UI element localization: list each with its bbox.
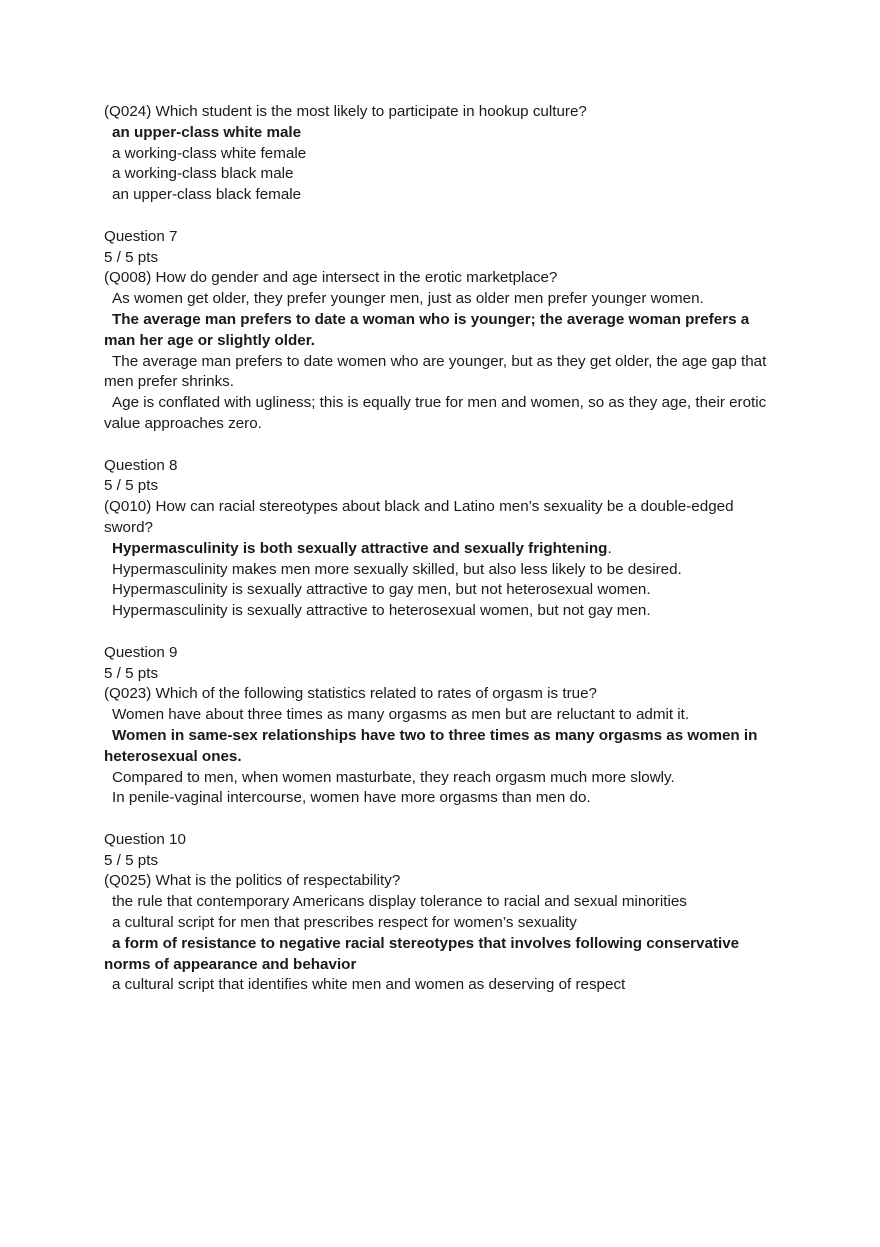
answer-option-correct: The average man prefers to date a woman who is younger; the average woman prefers a man her age or slightly older.: [104, 310, 750, 349]
answer-option-correct: Hypermasculinity is both sexually attractive and sexually frightening: [112, 539, 608, 557]
document-page: [104, 102, 784, 996]
answer-option: a working-class white female: [112, 144, 307, 162]
spacer: [104, 809, 784, 830]
question-text: (Q008) How do gender and age intersect in the erotic marketplace?: [104, 269, 558, 287]
answer-option: a cultural script for men that prescribes respect for women’s sexuality: [112, 914, 577, 932]
question-block: [104, 227, 784, 435]
answer-option-correct: an upper-class white male: [112, 123, 302, 141]
spacer: [104, 622, 784, 643]
answer-option: The average man prefers to date women who are younger, but as they get older, the age gap that men prefer shrinks.: [104, 352, 767, 391]
answer-option: the rule that contemporary Americans display tolerance to racial and sexual minorities: [112, 893, 687, 911]
question-text: (Q023) Which of the following statistics related to rates of orgasm is true?: [104, 685, 597, 703]
answer-option: Compared to men, when women masturbate, they reach orgasm much more slowly.: [112, 768, 675, 786]
answer-option: Hypermasculinity makes men more sexually skilled, but also less likely to be desired.: [112, 560, 682, 578]
answer-option: a cultural script that identifies white men and women as deserving of respect: [112, 976, 626, 994]
answer-option: an upper-class black female: [112, 186, 302, 204]
answer-option-suffix: .: [607, 539, 612, 557]
question-block: [104, 456, 784, 622]
question-text: (Q010) How can racial stereotypes about black and Latino men’s sexuality be a double-edged sword?: [104, 498, 734, 536]
answer-option: In penile-vaginal intercourse, women have more orgasms than men do.: [112, 789, 591, 807]
question-block: [104, 102, 784, 206]
question-header: Question 10: [104, 830, 186, 848]
question-header: Question 7: [104, 227, 178, 245]
question-score: 5 / 5 pts: [104, 477, 159, 495]
answer-option-correct: a form of resistance to negative racial stereotypes that involves following conservative norms of appearance and behavior: [104, 934, 740, 973]
question-text: (Q025) What is the politics of respectability?: [104, 872, 401, 890]
question-score: 5 / 5 pts: [104, 664, 159, 682]
answer-option: Hypermasculinity is sexually attractive to gay men, but not heterosexual women.: [112, 581, 651, 599]
question-block: [104, 643, 784, 809]
spacer: [104, 435, 784, 456]
question-header: Question 9: [104, 643, 178, 661]
answer-option-correct-line: [104, 539, 784, 560]
answer-option: a working-class black male: [112, 165, 294, 183]
question-score: 5 / 5 pts: [104, 851, 159, 869]
answer-option: Hypermasculinity is sexually attractive to heterosexual women, but not gay men.: [112, 602, 651, 620]
question-header: Question 8: [104, 456, 178, 474]
answer-option: Age is conflated with ugliness; this is equally true for men and women, so as they age, their erotic value approaches zero.: [104, 394, 767, 432]
answer-option: As women get older, they prefer younger men, just as older men prefer younger women.: [112, 290, 704, 308]
question-text: (Q024) Which student is the most likely to participate in hookup culture?: [104, 103, 587, 120]
answer-option: Women have about three times as many orgasms as men but are reluctant to admit it.: [112, 706, 690, 724]
answer-option-correct: Women in same-sex relationships have two to three times as many orgasms as women in heterosexual ones.: [104, 726, 758, 765]
question-block: [104, 830, 784, 996]
spacer: [104, 206, 784, 227]
question-score: 5 / 5 pts: [104, 248, 159, 266]
